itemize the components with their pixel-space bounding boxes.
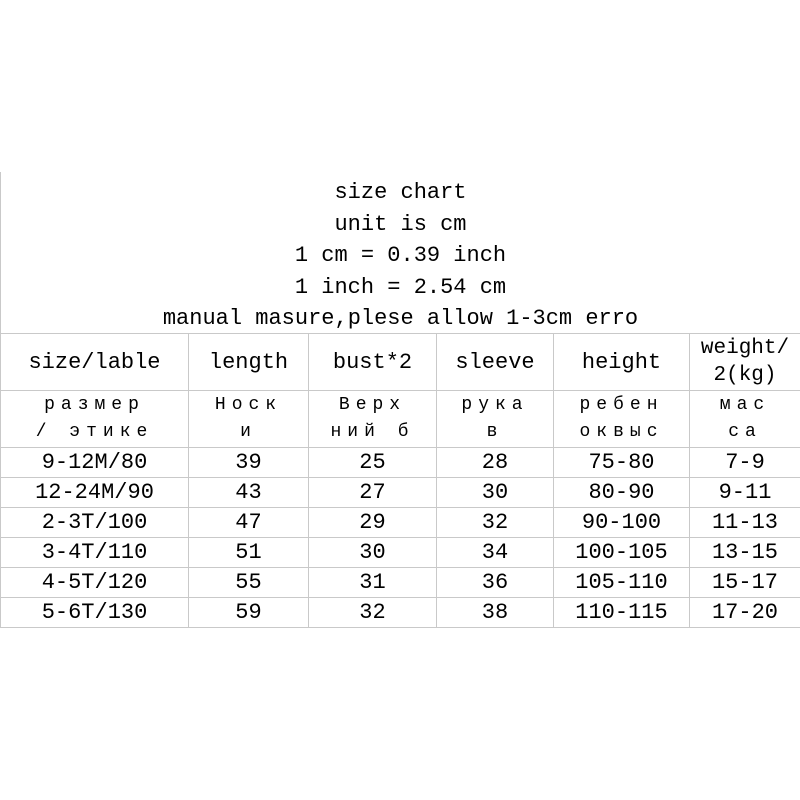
table-cell-size: 12-24M/90 xyxy=(1,477,189,507)
russian-header-sleeve-line2: в xyxy=(486,422,504,442)
table-cell-length: 51 xyxy=(189,537,309,567)
russian-header-length xyxy=(189,390,309,447)
russian-header-bust-line1: Верх xyxy=(338,395,407,415)
table-cell-bust: 29 xyxy=(309,507,437,537)
table-cell-height: 80-90 xyxy=(554,477,690,507)
inch-to-cm-note: 1 inch = 2.54 cm xyxy=(294,274,507,300)
table-cell-sleeve: 28 xyxy=(437,447,554,477)
table-cell-size: 5-6T/130 xyxy=(1,597,189,627)
table-cell-sleeve: 36 xyxy=(437,567,554,597)
chart-header xyxy=(0,172,800,333)
table-cell-weight: 17-20 xyxy=(690,597,800,627)
column-header-sleeve: sleeve xyxy=(437,333,554,390)
russian-header-sleeve-line1: рука xyxy=(461,395,529,415)
cm-to-inch-note: 1 cm = 0.39 inch xyxy=(294,243,507,268)
table-cell-weight: 11-13 xyxy=(690,507,800,537)
table-cell-height: 90-100 xyxy=(554,507,690,537)
chart-title: size chart xyxy=(334,180,467,205)
table-cell-height: 110-115 xyxy=(554,597,690,627)
unit-note: unit is cm xyxy=(334,211,467,237)
size-grid xyxy=(0,333,800,627)
table-cell-size: 4-5T/120 xyxy=(1,567,189,597)
table-cell-sleeve: 32 xyxy=(437,507,554,537)
russian-header-size xyxy=(1,390,189,447)
table-cell-length: 39 xyxy=(189,447,309,477)
column-header-height: height xyxy=(554,333,690,390)
russian-header-length-line2: и xyxy=(240,422,257,442)
table-cell-bust: 31 xyxy=(309,567,437,597)
column-header-length: length xyxy=(189,333,309,390)
table-cell-length: 59 xyxy=(189,597,309,627)
table-cell-weight: 15-17 xyxy=(690,567,800,597)
table-cell-length: 55 xyxy=(189,567,309,597)
column-header-weight xyxy=(690,333,800,390)
table-cell-height: 75-80 xyxy=(554,447,690,477)
table-cell-size: 2-3T/100 xyxy=(1,507,189,537)
table-cell-weight: 13-15 xyxy=(690,537,800,567)
table-bottom-border xyxy=(0,627,800,628)
table-cell-sleeve: 30 xyxy=(437,477,554,507)
measurement-error-note: manual masure,plese allow 1-3cm erro xyxy=(162,306,639,331)
russian-header-sleeve xyxy=(437,390,554,447)
russian-header-bust-line2: ний б xyxy=(330,422,415,442)
table-cell-length: 43 xyxy=(189,477,309,507)
table-cell-sleeve: 38 xyxy=(437,597,554,627)
russian-header-height-line1: ребен xyxy=(579,395,664,415)
column-header-size: size/lable xyxy=(1,333,189,390)
table-cell-weight: 7-9 xyxy=(690,447,800,477)
table-cell-size: 9-12M/80 xyxy=(1,447,189,477)
russian-header-weight-line1: мас xyxy=(719,395,771,415)
table-cell-size: 3-4T/110 xyxy=(1,537,189,567)
russian-header-weight xyxy=(690,390,800,447)
table-cell-height: 105-110 xyxy=(554,567,690,597)
table-cell-length: 47 xyxy=(189,507,309,537)
russian-header-size-line2: / этике xyxy=(35,422,154,442)
table-cell-bust: 32 xyxy=(309,597,437,627)
table-cell-weight: 9-11 xyxy=(690,477,800,507)
table-cell-bust: 25 xyxy=(309,447,437,477)
size-chart-table xyxy=(0,172,800,628)
column-header-weight-line2: 2(kg) xyxy=(713,364,777,387)
russian-header-bust xyxy=(309,390,437,447)
table-cell-sleeve: 34 xyxy=(437,537,554,567)
russian-header-height xyxy=(554,390,690,447)
table-cell-bust: 27 xyxy=(309,477,437,507)
table-cell-bust: 30 xyxy=(309,537,437,567)
column-header-weight-line1: weight/ xyxy=(700,337,790,360)
russian-header-weight-line2: са xyxy=(728,422,762,442)
column-header-bust: bust*2 xyxy=(309,333,437,390)
table-cell-height: 100-105 xyxy=(554,537,690,567)
russian-header-length-line1: Носк xyxy=(214,395,283,415)
russian-header-size-line1: размер xyxy=(44,395,145,415)
russian-header-height-line2: оквыс xyxy=(579,422,664,442)
